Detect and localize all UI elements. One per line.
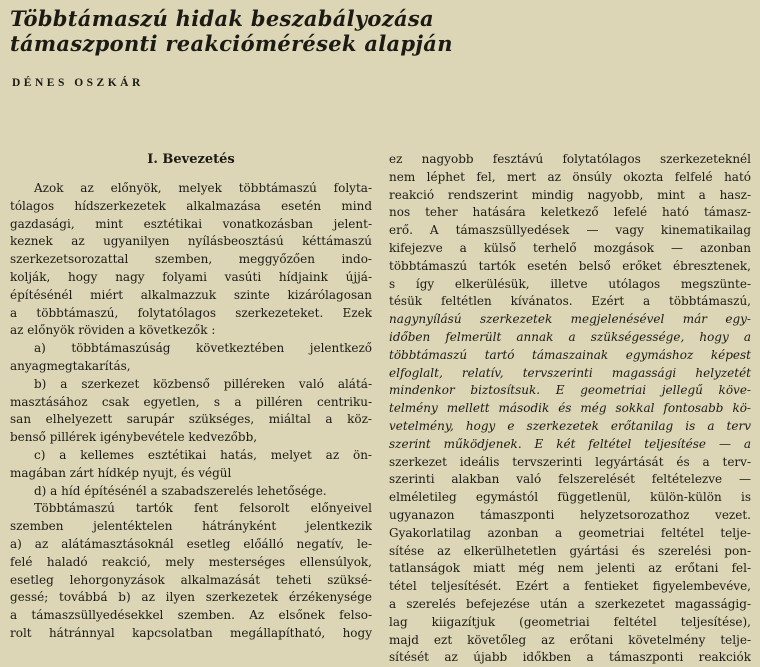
text-line: kifejezve a külső terhelő mozgások — azonban	[389, 240, 751, 255]
title-line-2: támaszponti reakciómérések alapján	[10, 31, 453, 56]
text-line: ez nagyobb fesztávú folytatólagos szerkezeteknél	[389, 152, 751, 166]
left-column	[10, 148, 372, 643]
text-line: szemben jelentéktelen hátrányként jelentkezik	[10, 519, 372, 534]
text-line: mindenkor biztosítsuk. E geometriai jellegű köve-	[389, 383, 751, 398]
text-line: építésénél miért alkalmazzuk szinte kizárólagosan	[10, 287, 372, 302]
text-line: elméletileg egymástól függetlenül, külön-külön is	[389, 490, 751, 505]
text-line: felé haladó reakció, mely mesterséges ellensúlyok,	[10, 554, 372, 569]
text-line: tatlanságok miatt még nem jelenti az erőtani fel-	[389, 561, 751, 576]
text-line: san elhelyezett sarupár szükséges, miáltal a köz-	[10, 412, 372, 427]
text-line: a szerelés befejezése után a szerkezetet magasságig-	[389, 596, 751, 611]
text-line: d) a híd építésénél a szabadszerelés lehetősége.	[34, 483, 327, 498]
text-line: rolt hátránnyal kapcsolatban megállapítható, hogy	[10, 625, 372, 640]
author-name: DÉNES OSZKÁR	[12, 77, 144, 89]
text-line: tésük feltétlen kívánatos. Ezért a többtámaszú,	[389, 294, 751, 309]
text-line: szerkezetsorozattal szemben, meggyőzően indo-	[10, 252, 372, 267]
text-line: masztásához csak egyetlen, s a pilléren centriku-	[10, 394, 372, 409]
text-line: a) az alátámasztásoknál esetleg előálló negatív, le-	[10, 536, 372, 551]
text-line: szerint működjenek. E két feltétel teljesítése — a	[389, 436, 751, 451]
text-line: kolják, hogy nagy folyami vasúti hídjaink újjá-	[10, 269, 372, 284]
text-line: telmény mellett második és még sokkal fontosabb kö-	[389, 401, 751, 416]
text-line: benső pillérek igénybevétele kedvezőbb,	[10, 430, 258, 445]
text-line: ugyanazon támaszponti helyzetsorozathoz vezet.	[389, 507, 751, 522]
text-line: szerinti alakban való felszerelését feltételezve —	[389, 472, 751, 487]
text-line: erő. A támaszsüllyedések — vagy kinematikailag	[389, 223, 751, 238]
text-line: vetelmény, hogy e szerkezetek erőtanilag is a terv	[389, 418, 751, 433]
text-line: Azok az előnyök, melyek többtámaszú folyta-	[34, 181, 372, 195]
text-line: c) a kellemes esztétikai hatás, melyet az ön-	[34, 447, 372, 462]
text-line: Gyakorlatilag azonban a geometriai feltétel telje-	[389, 525, 751, 540]
text-line: anyagmegtakarítás,	[10, 358, 131, 373]
text-line: sítése az elkerülhetetlen gyártási és szerelési pon-	[389, 543, 751, 558]
text-line: többtámaszú tartó támaszainak egymáshoz képest	[389, 347, 751, 362]
article-title	[10, 6, 750, 56]
left-column-text	[10, 180, 372, 643]
text-line: tétel teljesítését. Ezért a fentieket figyelembevéve,	[389, 579, 751, 594]
text-line: magában zárt hídkép nyujt, és végül	[10, 465, 232, 480]
text-line: s így elkerülésük, illetve utólagos megszünte-	[389, 276, 751, 291]
text-line: elfoglalt, relatív, tervszerinti magassági helyzetét	[389, 365, 751, 380]
text-line: b) a szerkezet közbenső pilléreken való alátá-	[34, 376, 372, 391]
text-line: nem léphet fel, mert az önsúly okozta felfelé ható	[389, 169, 751, 184]
text-line: esetleg lehorgonyzások alkalmazását teheti szüksé-	[10, 572, 372, 587]
text-line: tólagos hídszerkezetek alkalmazása esetén mind	[10, 198, 372, 213]
text-line: sítését az újabb időkben a támaszponti reakciók	[389, 650, 751, 665]
text-line: a támaszsüllyedésekkel szemben. Az elsőnek felso-	[10, 608, 372, 623]
text-line: időben felmerült annak a szükségessége, hogy a	[389, 329, 751, 344]
text-line: a többtámaszú, folytatólagos szerkezeteket. Ezek	[10, 305, 372, 320]
text-line: majd ezt követőleg az erőtani követelmény telje-	[389, 632, 751, 647]
text-line: nos teher hatására keletkező lefelé ható támasz-	[389, 205, 751, 220]
text-line: lag kiigazítjuk (geometriai feltétel teljesítése),	[389, 614, 751, 629]
right-column-text	[389, 151, 751, 667]
text-line: nagynyílású szerkezetek megjelenésével már egy-	[389, 312, 751, 327]
title-line-1: Többtámaszú hidak beszabályozása	[10, 6, 434, 31]
text-line: a) többtámaszúság következtében jelentkező	[34, 341, 372, 356]
section-heading: I. Bevezetés	[147, 152, 235, 167]
text-line: szerkezet ideális tervszerinti legyártását és a terv-	[389, 454, 751, 469]
text-line: Többtámaszú tartók fent felsorolt előnyeivel	[34, 501, 372, 516]
text-line: keznek az ugyanilyen nyílásbeosztású kéttámaszú	[10, 234, 372, 249]
text-line: többtámaszú tartók esetén belső erőket ébresztenek,	[389, 258, 751, 273]
text-line: reakció rendszerint mindig nagyobb, mint a hasz-	[389, 187, 751, 202]
text-line: gazdasági, mint esztétikai vonatkozásban jelent-	[10, 216, 372, 231]
text-line: az előnyök röviden a következők :	[10, 323, 216, 338]
text-line: gessé; továbbá b) az ilyen szerkezetek érzékenysége	[10, 590, 372, 605]
right-column	[389, 151, 751, 667]
